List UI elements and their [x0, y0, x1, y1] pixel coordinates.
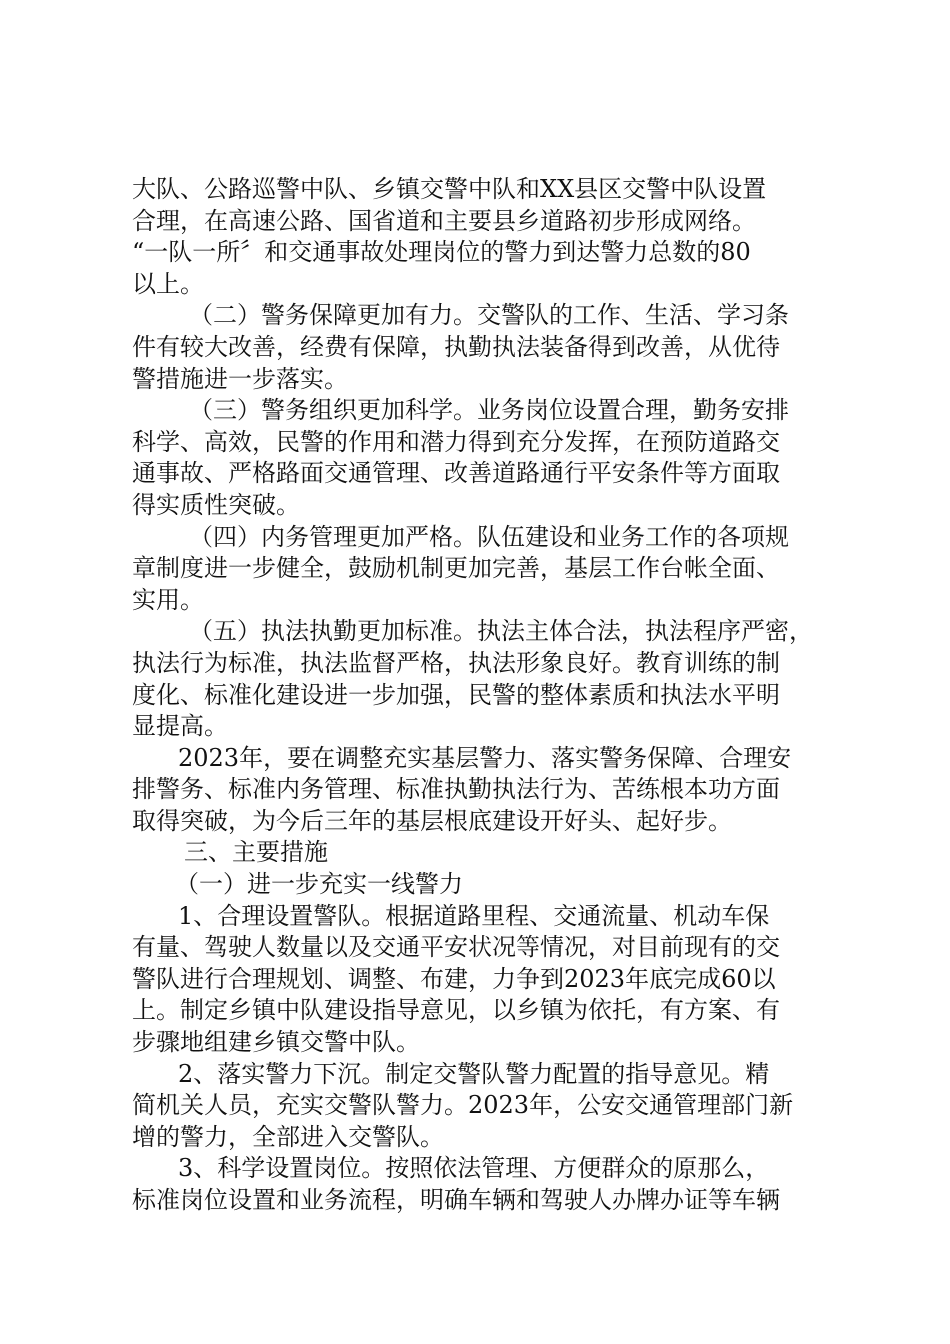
text-line: 步骤地组建乡镇交警中队。: [132, 1028, 420, 1057]
text-line: 以上。: [132, 269, 204, 298]
text-line: 增的警力，全部进入交警队。: [132, 1122, 444, 1151]
text-line: 有量、驾驶人数量以及交通平安状况等情况，对目前现有的交: [132, 933, 780, 962]
text-line: 警措施进一步落实。: [132, 364, 348, 393]
paragraph-start-line: 2023年，要在调整充实基层警力、落实警务保障、合理安: [178, 743, 792, 772]
paragraph-start-line: 1、合理设置警队。根据道路里程、交通流量、机动车保: [178, 901, 770, 930]
text-line: 章制度进一步健全，鼓励机制更加完善，基层工作台帐全面、: [132, 554, 780, 583]
text-line: 实用。: [132, 585, 204, 614]
text-line: 排警务、标准内务管理、标准执勤执法行为、苦练根本功方面: [132, 775, 780, 804]
subsection-heading: （一）进一步充实一线警力: [175, 870, 463, 899]
text-line: 科学、高效，民警的作用和潜力得到充分发挥，在预防道路交: [132, 427, 780, 456]
text-line: “一队一所〞和交通事故处理岗位的警力到达警力总数的80: [132, 238, 751, 267]
section-heading: 三、主要措施: [184, 838, 328, 867]
text-line: 取得突破，为今后三年的基层根底建设开好头、起好步。: [132, 806, 732, 835]
text-line: 简机关人员，充实交警队警力。2023年，公安交通管理部门新: [132, 1091, 794, 1120]
text-line: 显提高。: [132, 712, 228, 741]
document-body: [132, 174, 832, 1217]
text-line: 得实质性突破。: [132, 490, 300, 519]
text-line: 标准岗位设置和业务流程，明确车辆和驾驶人办牌办证等车辆: [132, 1186, 780, 1214]
paragraph-start-line: 2、落实警力下沉。制定交警队警力配置的指导意见。精: [178, 1059, 770, 1088]
text-line: 通事故、严格路面交通管理、改善道路通行平安条件等方面取: [132, 459, 780, 488]
paragraph-heading-line: （五）执法执勤更加标准。执法主体合法，执法程序严密，: [189, 617, 813, 646]
text-line: 件有较大改善，经费有保障，执勤执法装备得到改善，从优待: [132, 332, 780, 361]
text-line: 度化、标准化建设进一步加强，民警的整体素质和执法水平明: [132, 680, 780, 709]
paragraph-heading-line: （二）警务保障更加有力。交警队的工作、生活、学习条: [189, 301, 789, 330]
paragraph-heading-line: （四）内务管理更加严格。队伍建设和业务工作的各项规: [189, 522, 789, 551]
text-line: 合理，在高速公路、国省道和主要县乡道路初步形成网络。: [132, 206, 756, 235]
text-line: 大队、公路巡警中队、乡镇交警中队和XX县区交警中队设置: [132, 175, 767, 203]
text-line: 执法行为标准，执法监督严格，执法形象良好。教育训练的制: [132, 648, 780, 677]
text-line: 上。制定乡镇中队建设指导意见，以乡镇为依托，有方案、有: [132, 996, 780, 1025]
paragraph-start-line: 3、科学设置岗位。按照依法管理、方便群众的原那么，: [178, 1154, 770, 1183]
text-line: 警队进行合理规划、调整、布建，力争到2023年底完成60以: [132, 964, 776, 993]
paragraph-heading-line: （三）警务组织更加科学。业务岗位设置合理，勤务安排: [189, 396, 789, 425]
